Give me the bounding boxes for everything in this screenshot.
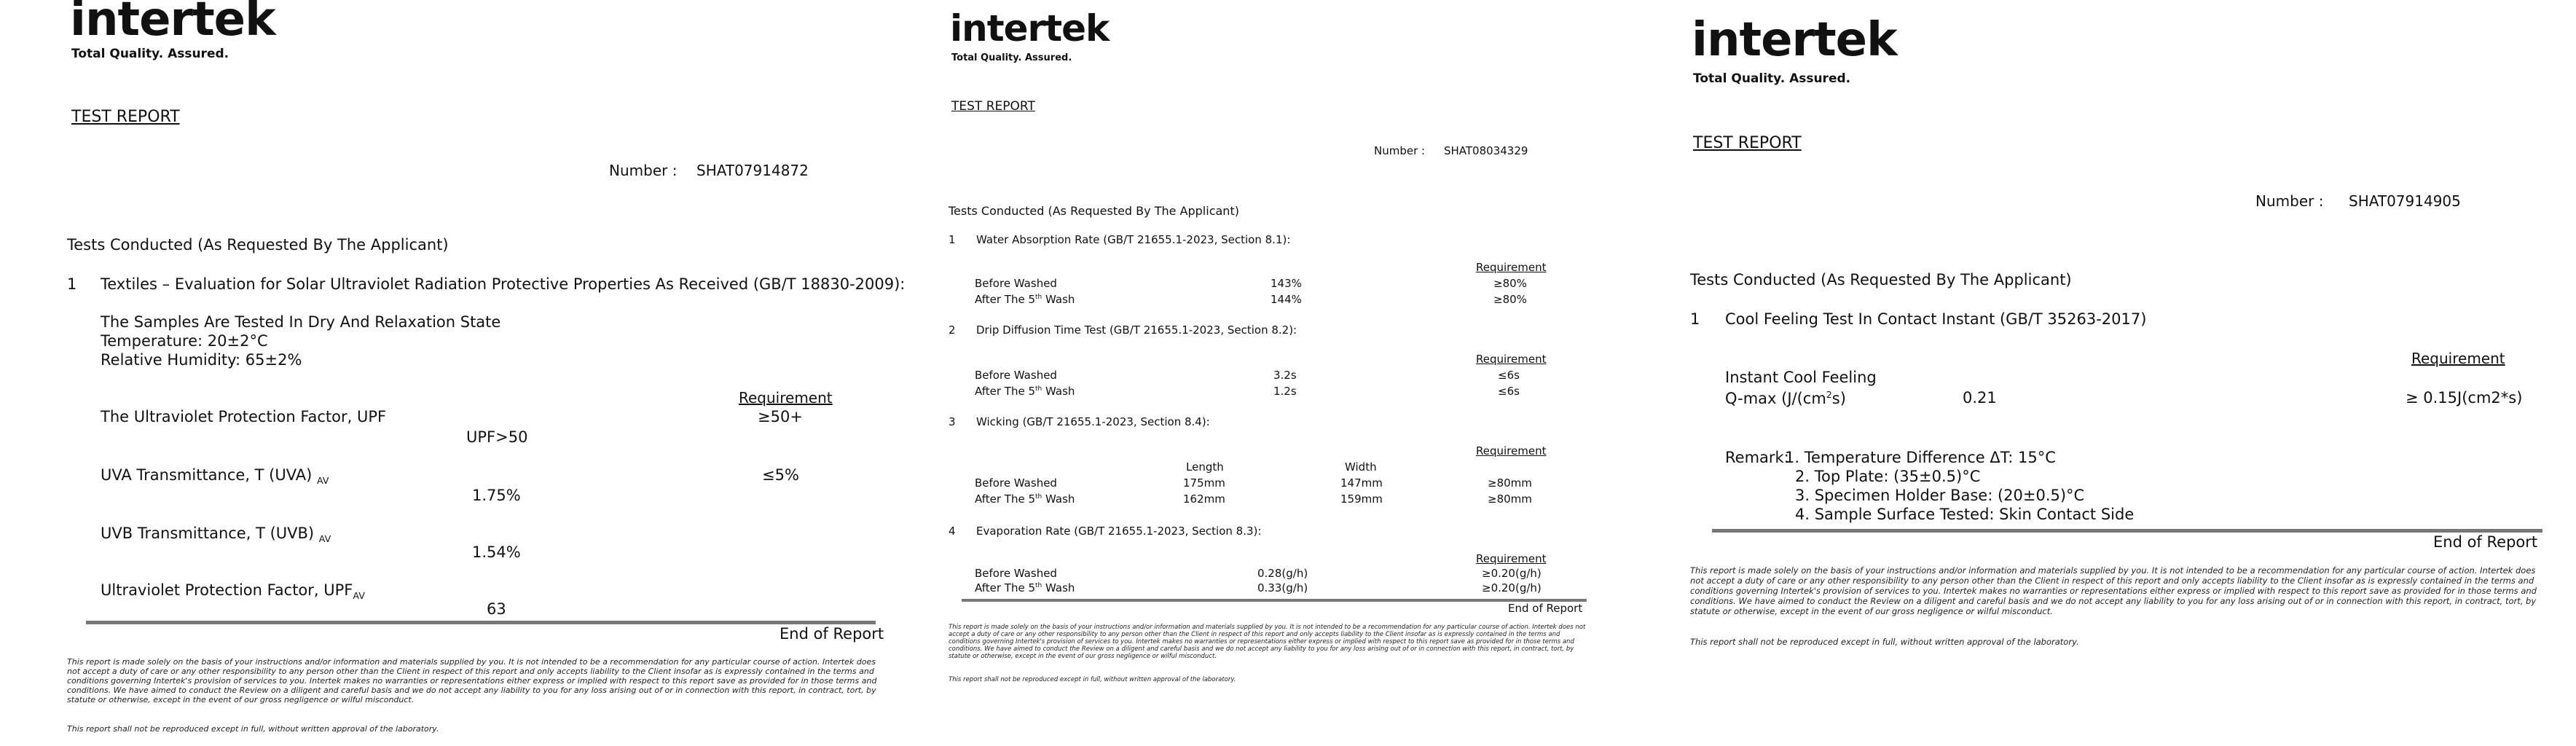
disclaimer: This report is made solely on the basis of your instructions and/or information and materials supplied by you. It is not intended to be a recommendation for any particular course of action. Intertek does not accept a duty of care or any other responsibility to any person other than the Client in respect of this report and only accepts liability to the Client insofar as is expressly contained in the terms and conditions governing Intertek's provision of services to you. Intertek makes no warranties or representations either express or implied with respect to this report save as provided for in those terms and conditions. We have aimed to conduct the Review on a diligent and careful basis and we do not accept any liability to you for any loss arising out of or in connection with this report, in contract, tort, by statute or otherwise, except in the event of our gross negligence or wilful misconduct. <box>949 624 1586 660</box>
result-label-subscript: AV <box>317 475 329 487</box>
section-title: Textiles – Evaluation for Solar Ultraviolet Radiation Protective Properties As Received (GB/T 18830-2009): <box>101 275 906 293</box>
result-value: 1.75% <box>472 487 521 504</box>
section-title: Drip Diffusion Time Test (GB/T 21655.1-2023, Section 8.2): <box>976 323 1297 337</box>
requirement-value: ≥80mm <box>1488 492 1532 506</box>
requirement-value: ≥80% <box>1493 293 1527 306</box>
result-label-subscript: AV <box>318 533 331 545</box>
intertek-logo: intertek <box>1692 13 1897 67</box>
end-of-report: End of Report <box>2433 533 2538 551</box>
section-title: Evaporation Rate (GB/T 21655.1-2023, Section 8.3): <box>976 525 1262 538</box>
tests-heading: Tests Conducted (As Requested By The Applicant) <box>949 204 1239 218</box>
requirement-value: ≥0.20(g/h) <box>1482 567 1542 580</box>
report-page-3 <box>1676 0 2576 746</box>
result-value: 63 <box>487 600 506 618</box>
logo-tagline: Total Quality. Assured. <box>1693 71 1851 86</box>
section-number: 1 <box>1690 310 1700 328</box>
section-title: Water Absorption Rate (GB/T 21655.1-2023, Section 8.1): <box>976 233 1291 246</box>
item-label: Instant Cool Feeling <box>1725 369 1877 386</box>
result-requirement: ≥50+ <box>758 408 803 425</box>
condition-line: Temperature: 20±2°C <box>101 332 268 350</box>
condition-line: Relative Humidity: 65±2% <box>101 351 302 369</box>
report-page-1 <box>0 0 906 746</box>
report-number: SHAT08034329 <box>1444 144 1528 157</box>
remark-label: Remark: <box>1725 449 1789 466</box>
result-row <box>101 581 365 601</box>
report-number-label: Number : <box>609 162 678 179</box>
report-title: TEST REPORT <box>1693 134 1802 152</box>
report-number: SHAT07914872 <box>696 162 809 179</box>
end-rule <box>1712 529 2542 533</box>
disclaimer: This report is made solely on the basis of your instructions and/or information and materials supplied by you. It is not intended to be a recommendation for any particular course of action. Intertek does not accept a duty of care or any other responsibility to any person other than the Client in respect of this report and only accepts liability to the Client insofar as is expressly contained in the terms and conditions governing Intertek's provision of services to you. Intertek makes no warranties or representations either express or implied with respect to this report save as provided for in those terms and conditions. We have aimed to conduct the Review on a diligent and careful basis and we do not accept any liability to you for any loss arising out of or in connection with this report, in contract, tort, by statute or otherwise, except in the event of our gross negligence or wilful misconduct. <box>1690 565 2537 616</box>
result-label-subscript: AV <box>353 590 365 602</box>
section-number: 1 <box>67 275 77 293</box>
after-value: 1.2s <box>1273 385 1297 398</box>
end-of-report: End of Report <box>780 625 884 643</box>
reproduce-note: This report shall not be reproduced except in full, without written approval of the laboratory. <box>949 676 1236 683</box>
before-washed-label: Before Washed <box>975 476 1057 490</box>
before-value: 143% <box>1271 277 1302 290</box>
tests-heading: Tests Conducted (As Requested By The Applicant) <box>67 236 449 254</box>
requirement-header: Requirement <box>2411 350 2505 367</box>
report-page-2 <box>940 0 1610 746</box>
result-label: UVB Transmittance, T (UVB) <box>101 525 315 542</box>
requirement-header: Requirement <box>1476 552 1547 565</box>
after-value: 0.33(g/h) <box>1257 581 1308 594</box>
disclaimer: This report is made solely on the basis of your instructions and/or information and materials supplied by you. It is not intended to be a recommendation for any particular course of action. Intertek does not accept a duty of care or any other responsibility to any person other than the Client in respect of this report and only accepts liability to the Client insofar as is expressly contained in the terms and conditions governing Intertek's provision of services to you. Intertek makes no warranties or representations either express or implied with respect to this report save as provided for in those terms and conditions. We have aimed to conduct the Review on a diligent and careful basis and we do not accept any liability to you for any loss arising out of or in connection with this report, in contract, tort, by statute or otherwise, except in the event of our gross negligence or wilful misconduct. <box>67 657 877 704</box>
before-value: 3.2s <box>1273 369 1297 382</box>
after-wash-label: After The 5th Wash <box>975 293 1075 306</box>
requirement-value: ≤6s <box>1498 385 1520 398</box>
length-header: Length <box>1186 460 1224 474</box>
requirement-value: ≥80mm <box>1488 476 1532 490</box>
before-value: 0.28(g/h) <box>1257 567 1308 580</box>
requirement-value: ≤6s <box>1498 369 1520 382</box>
result-row <box>101 466 329 486</box>
report-title: TEST REPORT <box>951 99 1035 114</box>
remark-line: 3. Specimen Holder Base: (20±0.5)°C <box>1795 487 2085 504</box>
qmax-value: 0.21 <box>1963 389 1997 407</box>
before-width: 147mm <box>1340 476 1383 490</box>
requirement-header: Requirement <box>1476 261 1547 274</box>
before-washed-label: Before Washed <box>975 567 1057 580</box>
section-number: 1 <box>949 233 956 246</box>
remark-line: 2. Top Plate: (35±0.5)°C <box>1795 468 1981 485</box>
report-number: SHAT07914905 <box>2349 192 2461 210</box>
logo-tagline: Total Quality. Assured. <box>951 52 1072 63</box>
section-number: 4 <box>949 525 956 538</box>
section-title: Cool Feeling Test In Contact Instant (GB/T 35263-2017) <box>1725 310 2147 328</box>
before-length: 175mm <box>1183 476 1225 490</box>
qmax-requirement: ≥ 0.15J(cm2*s) <box>2406 389 2523 407</box>
before-washed-label: Before Washed <box>975 277 1057 290</box>
qmax-label: Q-max ($J/(cm^2s)$ <box>1725 389 1846 407</box>
result-row <box>101 525 331 544</box>
before-washed-label: Before Washed <box>975 369 1057 382</box>
after-length: 162mm <box>1183 492 1225 506</box>
requirement-value: ≥80% <box>1493 277 1527 290</box>
after-value: 144% <box>1271 293 1302 306</box>
end-rule <box>962 599 1587 602</box>
result-label: Ultraviolet Protection Factor, UPF <box>101 581 353 599</box>
result-label: The Ultraviolet Protection Factor, UPF <box>101 408 387 425</box>
requirement-header: Requirement <box>1476 444 1547 458</box>
section-number: 2 <box>949 323 956 337</box>
remark-line: 4. Sample Surface Tested: Skin Contact Side <box>1795 506 2135 523</box>
requirement-value: ≥0.20(g/h) <box>1482 581 1542 594</box>
end-of-report: End of Report <box>1508 602 1583 615</box>
tests-heading: Tests Conducted (As Requested By The Applicant) <box>1690 271 2072 288</box>
result-value: 1.54% <box>472 543 521 561</box>
end-rule <box>86 621 876 624</box>
requirement-header: Requirement <box>739 389 833 407</box>
after-wash-label: After The 5th Wash <box>975 581 1075 594</box>
width-header: Width <box>1345 460 1377 474</box>
intertek-logo: intertek <box>70 0 275 47</box>
section-title: Wicking (GB/T 21655.1-2023, Section 8.4): <box>976 415 1210 428</box>
reproduce-note: This report shall not be reproduced except in full, without written approval of the laboratory. <box>67 724 439 734</box>
requirement-header: Requirement <box>1476 353 1547 366</box>
result-label: UVA Transmittance, T (UVA) <box>101 466 313 484</box>
logo-tagline: Total Quality. Assured. <box>71 47 229 61</box>
result-value: UPF>50 <box>466 428 528 446</box>
section-number: 3 <box>949 415 956 428</box>
report-number-label: Number : <box>2255 192 2324 210</box>
after-wash-label: After The 5th Wash <box>975 385 1075 398</box>
report-number-label: Number : <box>1374 144 1426 157</box>
report-title: TEST REPORT <box>71 108 180 126</box>
condition-line: The Samples Are Tested In Dry And Relaxation State <box>101 313 501 331</box>
reproduce-note: This report shall not be reproduced except in full, without written approval of the laboratory. <box>1690 637 2079 647</box>
intertek-logo: intertek <box>950 7 1110 50</box>
result-requirement: ≤5% <box>762 466 799 484</box>
after-wash-label: After The 5th Wash <box>975 492 1075 506</box>
after-width: 159mm <box>1340 492 1383 506</box>
remark-line: 1. Temperature Difference ΔT: 15°C <box>1785 449 2056 466</box>
